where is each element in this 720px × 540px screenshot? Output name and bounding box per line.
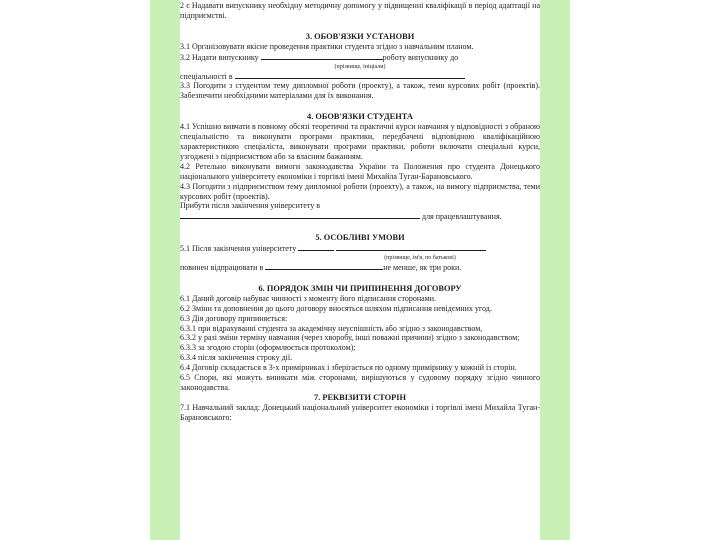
section-6-item: 6.5 Спори, які можуть виникати між сторонами, вирішуються у судовому порядку згідно чинного законодавства. (180, 373, 540, 392)
section-5-item-1-text: 5.1 Після закінчення університету (180, 244, 297, 254)
graduate-caption: (прізвище, ім'я, по батькові) (384, 255, 456, 262)
employment-blank (180, 211, 420, 219)
spacer (180, 273, 540, 284)
graduate-blank-2 (336, 243, 486, 251)
section-3-item-3: 3.3 Погодити з студентом тему дипломної роботи (проекту), а також, теми курсових робіт (проектів). Забезпечити необхідними матеріалами для їх виконання. (180, 81, 540, 101)
section-5-item-2-start: повинен відпрацювати в (180, 263, 264, 273)
name-blank (261, 52, 383, 60)
specialty-blank (235, 71, 465, 79)
left-green-band (150, 0, 180, 540)
right-green-band (540, 0, 570, 540)
section-4-item-1: 4.1 Успішно вивчати в повному обсязі теоретичні та практичні курси навчання у відповідності з обраною спеціальністю та виконувати програми практики, передбачені відповідною кваліфікаційною характеристикою спеціаліста, виконувати програми практики, роботи включати спеціальні курси, узгоджені з підприємством або за власним бажанням. (180, 122, 540, 161)
section-6-item: 6.1 Даний договір набуває чинності з моменту його підписання сторонами. (180, 293, 437, 303)
name-caption: (прізвище, ініціали) (334, 63, 386, 70)
section-3-item-1: 3.1 Організовувати якісне проведення практики студента згідно з навчальним планом. (180, 41, 474, 51)
contract-document-page (180, 0, 540, 540)
specialty-line (180, 71, 540, 82)
section-6-item: 6.3 Дія договору припиняється: (180, 313, 288, 323)
section-5-item-2 (180, 262, 540, 273)
section-7-heading: 7. РЕКВІЗИТИ СТОРІН (313, 392, 407, 402)
section-5-heading: 5. ОСОБЛИВІ УМОВИ (315, 233, 405, 243)
employment-suffix: для працевлаштування. (422, 212, 502, 222)
section-6-item: 6.2 Зміни та доповнення до цього договору вносяться шляхом підписання невідємних угод. (180, 303, 492, 313)
spacer (180, 21, 540, 32)
section-5-item-2-end: не менше, як три роки. (383, 263, 462, 273)
section-4-arrival: Прибути після закінчення університету в (180, 201, 321, 211)
section-6-heading: 6. ПОРЯДОК ЗМІН ЧИ ПРИПИНЕННЯ ДОГОВОРУ (258, 283, 462, 293)
spacer (180, 101, 540, 112)
section-4-item-3: 4.3 Погодити з підприємством тему дипломної роботи (проекту), а також, на вимогу підприємства, теми курсових робіт (проектів). (180, 181, 540, 201)
spacer (180, 222, 540, 233)
section-7-item-1: 7.1 Навчальний заклад: Донецький національний університет економіки і торгівлі імені Михайла Туган-Барановського: (180, 402, 540, 422)
section-6-item: 6.3.1 при відрахуванні студента за академічну неуспішність або згідно з законодавством, (180, 323, 483, 333)
section-3-item-2-mid: роботу випускнику до (382, 52, 459, 62)
section-3-item-2 (180, 52, 540, 63)
section-5-item-1 (180, 243, 540, 254)
section-6-item: 6.4 Договір складається в 3-х примірниках і зберігається по одному примірнику у кожній із сторін. (180, 363, 517, 373)
section-4-heading: 4. ОБОВ'ЯЗКИ СТУДЕНТА (307, 112, 413, 122)
workplace-blank (265, 262, 383, 270)
section-6-item: 6.3.4 після закінчення строку дії. (180, 353, 293, 363)
top-item-paragraph: 2 є Надавати випускнику необхідну методичну допомогу у підвищенні кваліфікації в період адаптації на підприємстві. (180, 1, 540, 20)
section-6-item: 6.3.2 у разі зміни терміну навчання (через хворобу, інші поважні причини) згідно з законодавством; (180, 333, 520, 343)
employment-line (180, 211, 540, 222)
specialty-label: спеціальності в (180, 71, 233, 81)
section-3-item-2-start: 3.2 Надати випускнику (180, 52, 259, 62)
section-4-item-2: 4.2 Ретельно виконувати вимоги законодавства України та Положення про студента Донецького національного університету економіки і торгівлі імені Михайла Туган-Барановського. (180, 161, 540, 181)
section-6-item: 6.3.3 за згодою сторін (оформлюється протоколом); (180, 343, 356, 353)
graduate-blank-1 (298, 243, 334, 251)
section-3-heading: 3. ОБОВ'ЯЗКИ УСТАНОВИ (305, 31, 415, 41)
